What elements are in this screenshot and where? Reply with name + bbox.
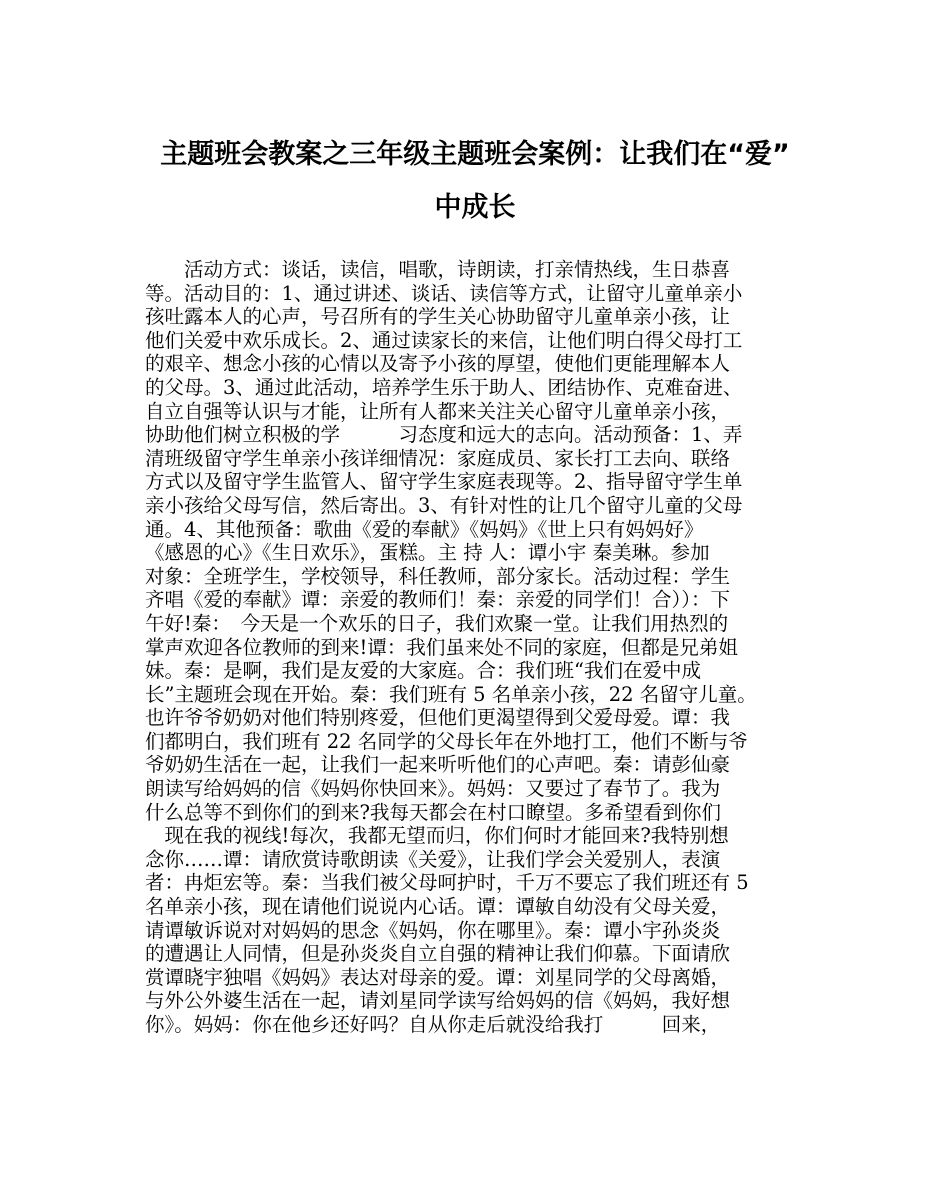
body-line: 协助他们树立积极的学 习态度和远大的志向。活动预备：1、弄 bbox=[145, 423, 743, 447]
body-line: 与外公外婆生活在一起，请刘星同学读写给妈妈的信《妈妈，我好想 bbox=[145, 989, 731, 1013]
body-line: 也许爷爷奶奶对他们特别疼爱，但他们更渴望得到父爱母爱。谭：我 bbox=[145, 706, 731, 730]
body-line: 他们关爱中欢乐成长。2、通过读家长的来信，让他们明白得父母打工 bbox=[145, 328, 743, 352]
body-line: 等。活动目的：1、通过讲述、谈话、读信等方式，让留守儿童单亲小 bbox=[145, 281, 743, 305]
body-line: 名单亲小孩，现在请他们说说内心话。谭：谭敏自幼没有父母关爱， bbox=[145, 895, 731, 919]
body-line: 请谭敏诉说对对妈妈的思念《妈妈，你在哪里》。秦：谭小宇孙炎炎 bbox=[145, 918, 721, 942]
body-line: 念你……谭：请欣赏诗歌朗读《关爱》，让我们学会关爱别人，表演 bbox=[145, 847, 721, 871]
body-line: 通。4、其他预备：歌曲《爱的奉献》《妈妈》《世上只有妈妈好》 bbox=[145, 517, 704, 541]
body-line: 们都明白，我们班有 22 名同学的父母长年在外地打工，他们不断与爷 bbox=[145, 729, 748, 753]
body-line: 午好!秦： 今天是一个欢乐的日子，我们欢聚一堂。让我们用热烈的 bbox=[145, 611, 729, 635]
body-line: 者：冉炬宏等。秦：当我们被父母呵护时，千万不要忘了我们班还有 5 bbox=[145, 871, 749, 895]
body-line: 爷奶奶生活在一起，让我们一起来听听他们的心声吧。秦：请彭仙豪 bbox=[145, 753, 731, 777]
body-line: 的遭遇让人同情，但是孙炎炎自立自强的精神让我们仰慕。下面请欣 bbox=[145, 942, 731, 966]
body-line: 的父母。3、通过此活动，培养学生乐于助人、团结协作、克难奋进、 bbox=[145, 375, 743, 399]
body-line: 妹。秦：是啊，我们是友爱的大家庭。合：我们班“我们在爱中成 bbox=[145, 659, 701, 683]
body-line: 你》。妈妈：你在他乡还好吗？自从你走后就没给我打 回来， bbox=[145, 1013, 721, 1036]
document-title bbox=[130, 128, 820, 234]
body-line: 亲小孩给父母写信，然后寄出。3、有针对性的让几个留守儿童的父母 bbox=[145, 493, 743, 517]
body-line: 掌声欢迎各位教师的到来!谭：我们虽来处不同的家庭，但都是兄弟姐 bbox=[145, 635, 738, 659]
body-line: 赏谭晓宇独唱《妈妈》表达对母亲的爱。谭：刘星同学的父母离婚， bbox=[145, 965, 731, 989]
document-body bbox=[145, 258, 825, 1037]
body-line: 齐唱《爱的奉献》谭：亲爱的教师们！秦：亲爱的同学们！合））：下 bbox=[145, 588, 731, 612]
title-line-1: 主题班会教案之三年级主题班会案例：让我们在“爱” bbox=[160, 139, 790, 170]
body-line: 清班级留守学生单亲小孩详细情况：家庭成员、家长打工去向、联络 bbox=[145, 446, 731, 470]
body-line: 对象：全班学生，学校领导，科任教师，部分家长。活动过程：学生 bbox=[145, 564, 731, 588]
body-line: 的艰辛、想念小孩的心情以及寄予小孩的厚望，使他们更能理解本人 bbox=[145, 352, 731, 376]
body-line: 孩吐露本人的心声，号召所有的学生关心协助留守儿童单亲小孩，让 bbox=[145, 305, 731, 329]
body-line: 什么总等不到你们的到来?我每天都会在村口瞭望。多希望看到你们 bbox=[145, 800, 721, 824]
body-line: 自立自强等认识与才能，让所有人都来关注关心留守儿童单亲小孩， bbox=[145, 399, 731, 423]
body-line: 方式以及留守学生监管人、留守学生家庭表现等。2、指导留守学生单 bbox=[145, 470, 743, 494]
body-line: 长”主题班会现在开始。秦：我们班有 5 名单亲小孩，22 名留守儿童。 bbox=[145, 682, 757, 706]
body-line: 《感恩的心》《生日欢乐》，蛋糕。主 持 人：谭小宇 秦美琳。参加 bbox=[145, 541, 710, 565]
body-line: 现在我的视线!每次，我都无望而归，你们何时才能回来?我特别想 bbox=[145, 824, 729, 848]
body-line: 活动方式：谈话，读信，唱歌，诗朗读，打亲情热线，生日恭喜 bbox=[145, 258, 731, 281]
body-line: 朗读写给妈妈的信《妈妈你快回来》。妈妈：又要过了春节了。我为 bbox=[145, 777, 721, 801]
title-line-2: 中成长 bbox=[434, 192, 516, 223]
